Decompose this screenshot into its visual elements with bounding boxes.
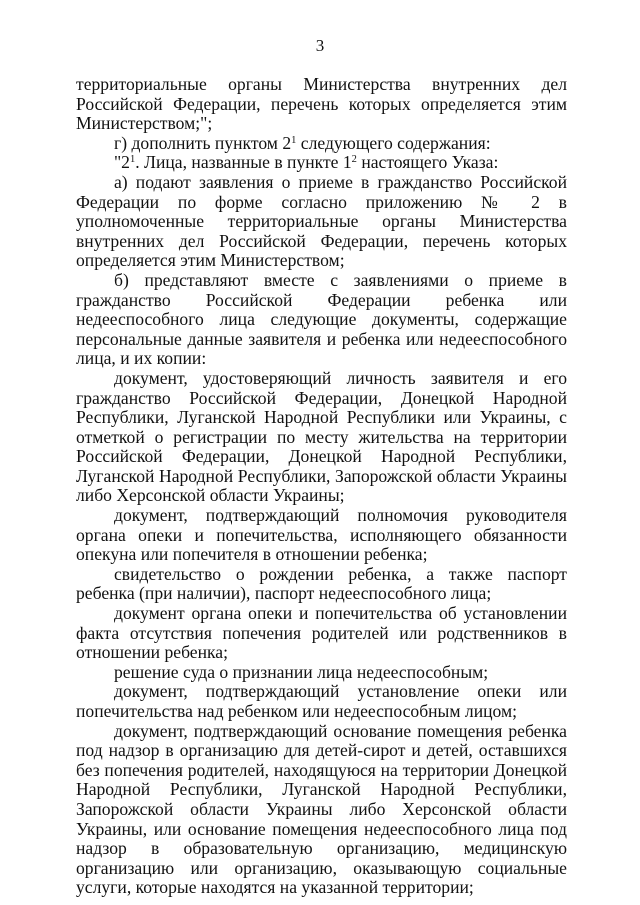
text-run: решение суда о признании лица недееспособным; — [114, 661, 489, 682]
text-run: б) представляют вместе с заявлениями о приеме в гражданство Российской Федерации ребенка или недееспособного лица следующие документы, содержащие персональные данные заявителя и ребенка или недееспособного лица, и их копии: — [76, 269, 567, 369]
text-run: г) дополнить пунктом 2 — [114, 132, 292, 153]
paragraph-p6 — [76, 506, 567, 565]
text-run: документ органа опеки и попечительства об установлении факта отсутствия попечения родителей или родственников в отношении ребенка; — [76, 603, 567, 663]
text-run: документ, подтверждающий установление опеки или попечительства над ребенком или недееспособным лицом; — [76, 681, 567, 721]
paragraph-p8 — [76, 604, 567, 663]
text-run: настоящего Указа: — [356, 152, 499, 173]
text-run: . Лица, названные в пункте 1 — [135, 152, 352, 173]
page-number: 3 — [315, 36, 325, 55]
paragraph-p1 — [76, 134, 567, 154]
document-body — [76, 75, 567, 898]
text-run: документ, удостоверяющий личность заявителя и его гражданство Российской Федерации, Донецкой Народной Республики, Луганской Народной Республики или Украины, с отметкой о регистрации по месту жительства на территории Российской Федерации, Донецкой Народной Республики, Луганской Народной Республики, Запорожской области Украины либо Херсонской области Украины; — [76, 367, 567, 506]
text-run: свидетельство о рождении ребенка, а также паспорт ребенка (при наличии), паспорт недееспособного лица; — [76, 563, 567, 604]
paragraph-p9 — [76, 663, 567, 683]
text-run: территориальные органы Министерства внутренних дел Российской Федерации, перечень которых определяется этим Министерством;"; — [76, 74, 567, 134]
paragraph-p0 — [76, 75, 567, 134]
paragraph-p7 — [76, 565, 567, 604]
superscript: 1 — [129, 154, 136, 166]
text-run: "2 — [114, 152, 130, 173]
paragraph-p5 — [76, 369, 567, 506]
text-run: документ, подтверждающий полномочия руководителя органа опеки и попечительства, исполняющего обязанности опекуна или попечителя в отношении ребенка; — [76, 505, 567, 565]
paragraph-p11 — [76, 722, 567, 898]
text-run: а) подают заявления о приеме в гражданство Российской Федерации по форме согласно приложению № 2 в уполномоченные территориальные органы Министерства внутренних дел Российской Федерации, перечень которых определяется этим Министерством; — [76, 171, 567, 271]
paragraph-p4 — [76, 271, 567, 369]
paragraph-p10 — [76, 682, 567, 721]
paragraph-p3 — [76, 173, 567, 271]
text-run: документ, подтверждающий основание помещения ребенка под надзор в организацию для детей-сирот и детей, оставшихся без попечения родителей, находящуюся на территории Донецкой Народной Республики, Луганской Народной Республики, Запорожской области Украины либо Херсонской области Украины, или основание помещения недееспособного лица под надзор в образовательную организацию, медицинскую организацию или организацию, оказывающую социальные услуги, которые находятся на указанной территории; — [76, 720, 567, 898]
superscript: 2 — [351, 154, 357, 166]
superscript: 1 — [291, 134, 297, 146]
paragraph-p2 — [76, 153, 567, 173]
text-run: следующего содержания: — [296, 132, 491, 153]
